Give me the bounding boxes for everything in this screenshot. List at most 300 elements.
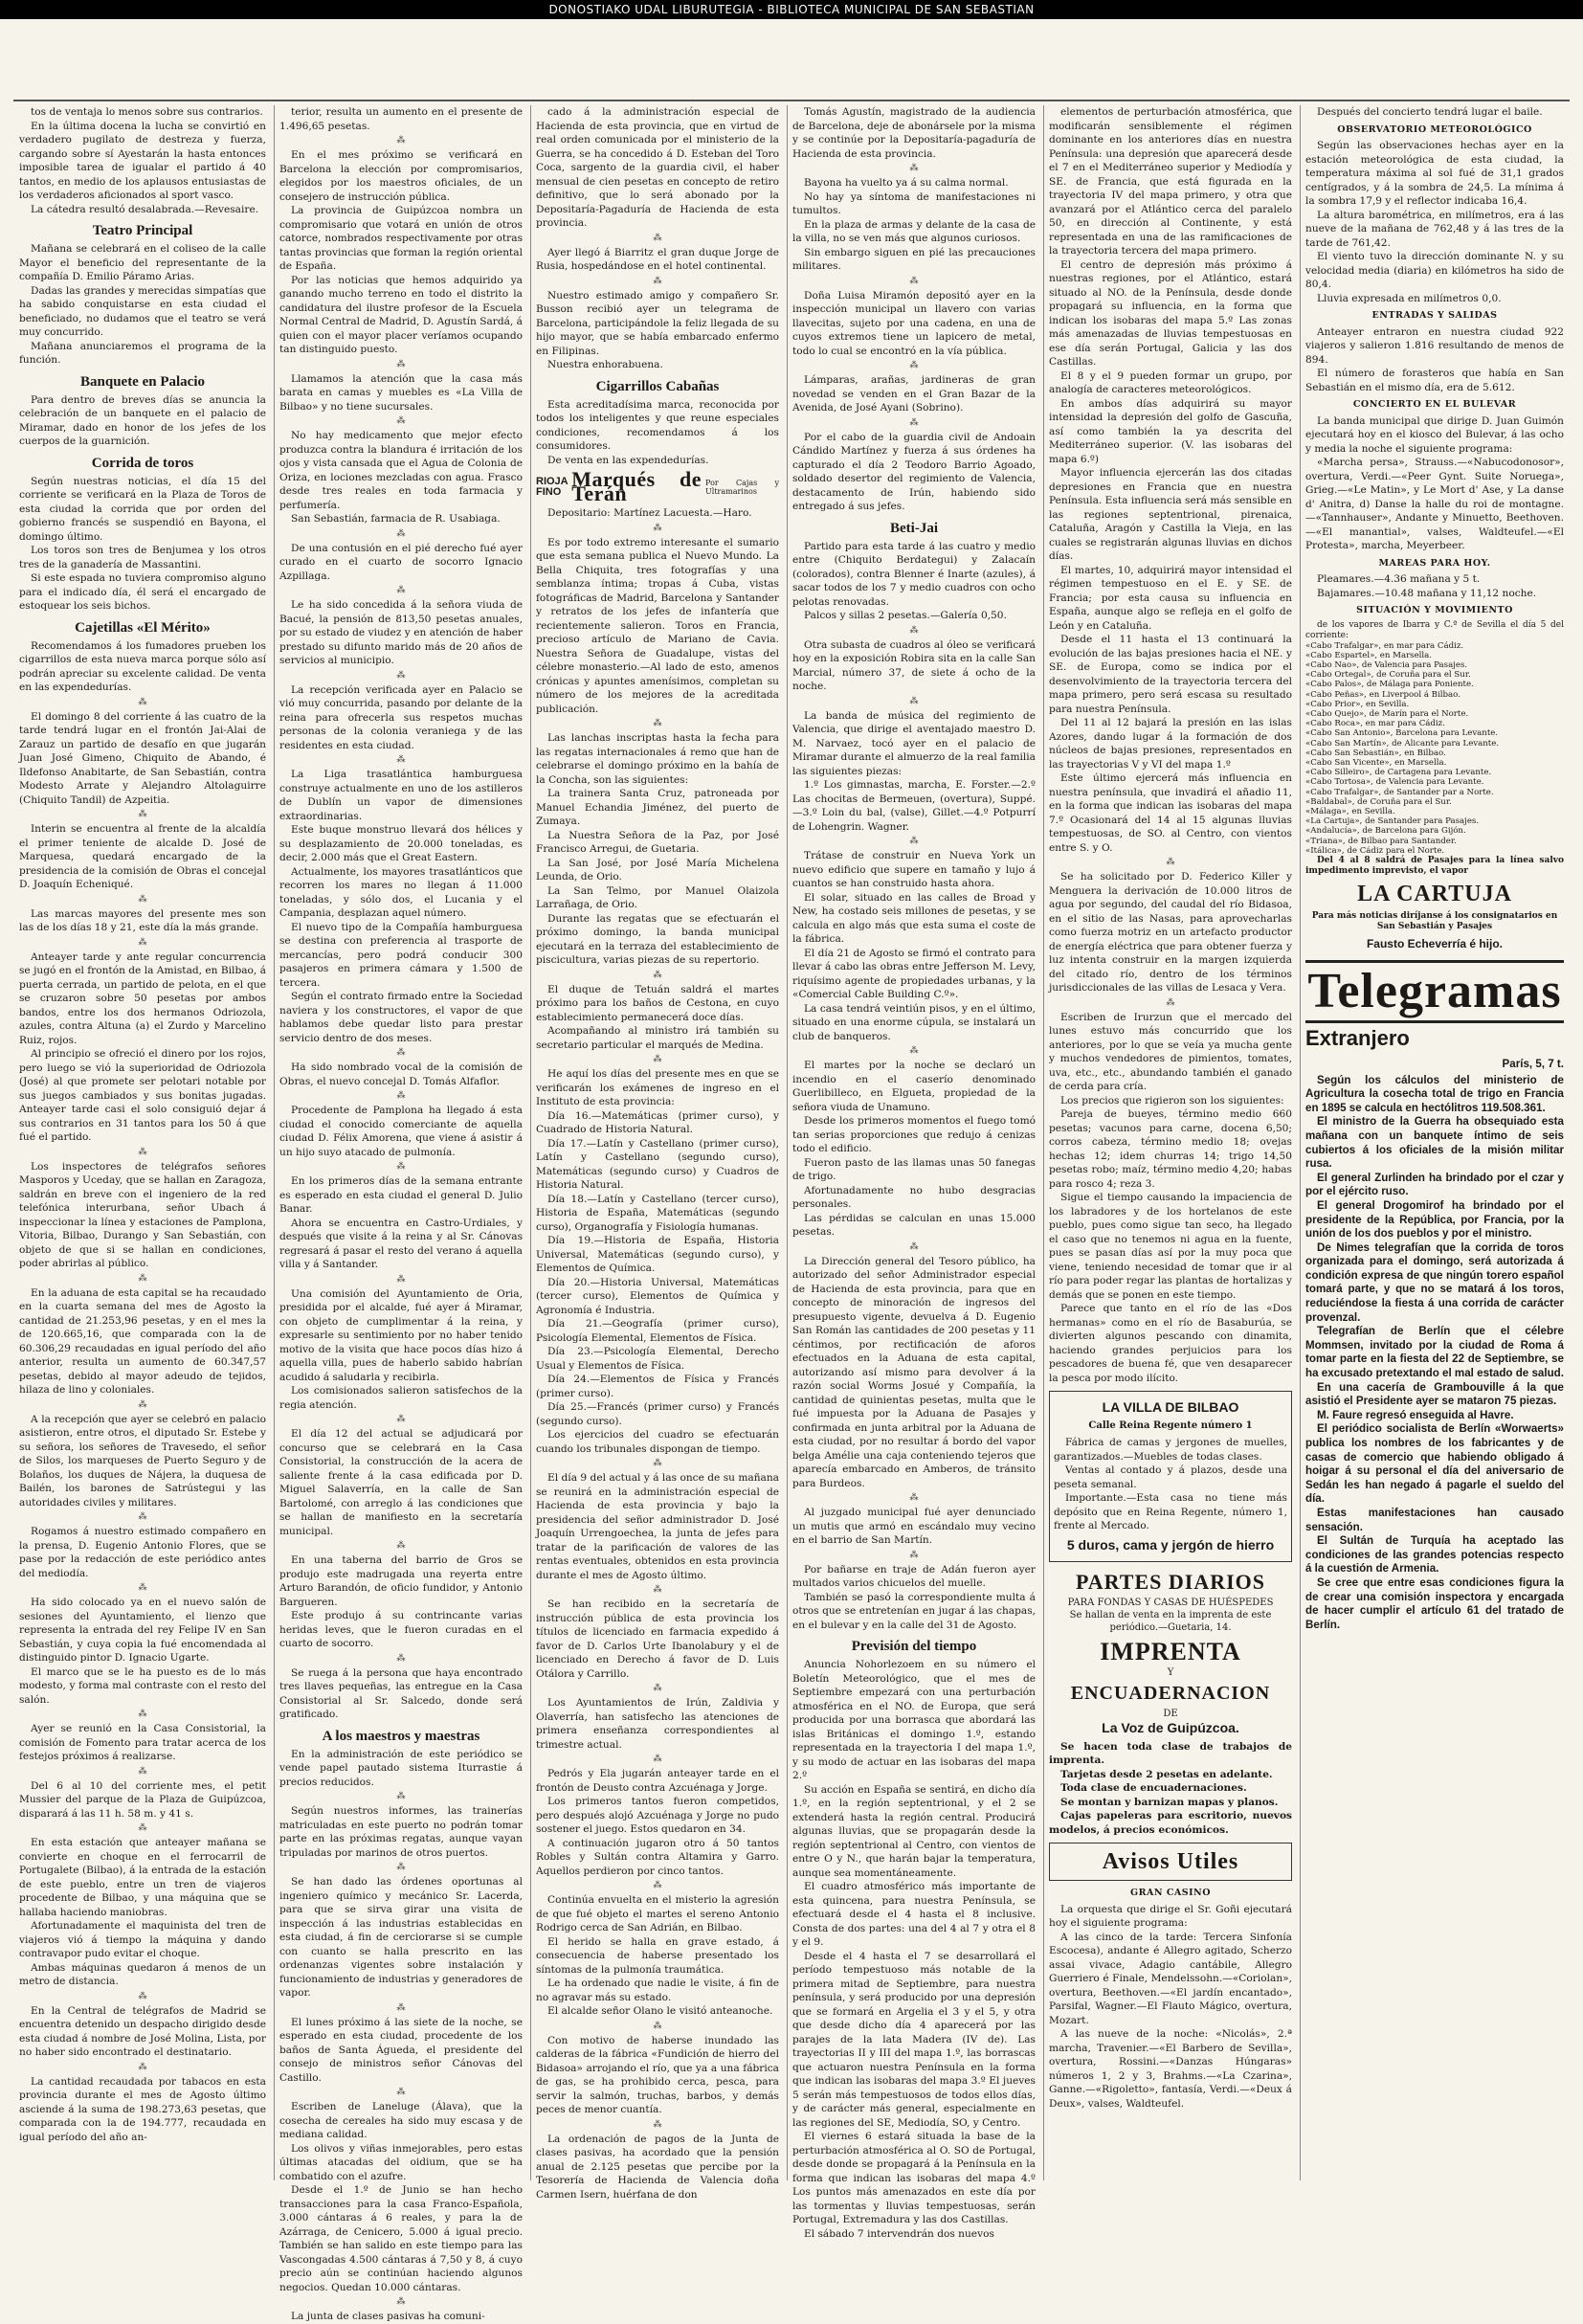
paragraph: Cajas papeleras para escritorio, nuevos modelos, á precios económicos. — [1049, 1810, 1292, 1836]
ornament-separator — [792, 277, 1036, 286]
ornament-separator — [279, 671, 523, 681]
ornament-separator — [792, 1551, 1036, 1560]
paragraph: El sábado 7 intervendrán dos nuevos — [804, 2227, 994, 2240]
section-heading-maestros: A los maestros y maestras — [322, 1728, 480, 1744]
paragraph: Pedrós y Ela jugarán anteayer tarde en el frontón de Deusto contra Azcuénaga y Jorge. — [536, 1768, 779, 1794]
list-item: «Cabo Ortegal», de Coruña para el Sur. — [1305, 670, 1471, 681]
paragraph: El martes por la noche se declaró un incendio en el caserío denominado Guerlibilleco, en Elgueta, propiedad de la señora viuda de Unamuno. — [792, 1060, 1036, 1113]
paragraph: Al principio se ofreció el dinero por los rojos, pero luego se vió la superioridad de Odriozola (José) al que promete ser pelotari notable por sus juegos cambiados y sus bonitas jugadas. Anteayer tarde casi el solo consiguió dejar á sus contrarios en 31 tantos para los 50 á que fué el partido. — [19, 1048, 266, 1143]
paragraph: La altura barométrica, en milímetros, era á las nueve de la mañana de 762,48 y á las tres de la tarde de 761,42. — [1305, 209, 1564, 249]
paragraph: Según nuestros informes, las trainerías matriculadas en este puerto no podrán tomar parte en las próximas regatas, aunque vayan tripuladas por marinos de otros puertos. — [279, 1805, 523, 1859]
ornament-separator — [792, 837, 1036, 846]
ornament-separator — [536, 1585, 779, 1595]
ornament-separator — [536, 971, 779, 980]
section-heading-observatorio: OBSERVATORIO METEOROLÓGICO — [1337, 123, 1532, 135]
ornament-separator — [536, 277, 779, 286]
paragraph: Con motivo de haberse inundado las calderas de la fábrica «Fundición de hierro del Bidasoa» arrojando el río, que ya a una fábrica de gas, se ha prohibido cerca, pesca, para servir la salmón, truchas, barbos, y demás peces de menor cuantía. — [536, 2034, 779, 2115]
paragraph: Partido para esta tarde á las cuatro y medio entre (Chiquito Berdategui) y Zalacaín (colorados), contra Blenner é Inarte (azules), á sacar todos de los 7 y medio cuadros con ocho pelotas renovadas. — [792, 540, 1036, 608]
ornament-separator — [19, 1512, 266, 1522]
ornament-separator — [792, 361, 1036, 370]
paragraph: Esta acreditadísima marca, reconocida por todos los inteligentes y que reune especiales condiciones, recomendamos á los consumidores. — [536, 398, 779, 452]
paragraph: En la plaza de armas y delante de la casa de la villa, no se ven más que algunos curiosos. — [792, 218, 1036, 244]
ornament-separator — [19, 810, 266, 819]
ornament-separator — [279, 1091, 523, 1101]
paragraph: Este último ejercerá más influencia en nuestra península, que invadirá el añadio 11, en la forma que indican las isobaras del mapa 7.º Ocasionará del 14 al 15 algunas lluvias tempestuosas, de SO. al Centro, con vientos entre S. y O. — [1049, 772, 1292, 854]
paragraph: Al juzgado municipal fué ayer denunciado un mutis que armó en escándalo muy vecino en el barrio de San Martín. — [792, 1507, 1036, 1546]
list-item: «Cabo Tortosa», de Valencia para Levante. — [1305, 777, 1484, 788]
paragraph: La Dirección general del Tesoro público, ha autorizado del señor Administrador especial de Hacienda de esta provincia, para que en concepto de minoración de ingresos del presupuesto vigente, devuelva á D. Eugenio San Román las cantidades de 200 pesetas y 11 céntimos, por rectificación de aforos efectuados en la Aduana de esta capital, autorizando así mismo para devolver á la razón social Worms Josué y Compañía, la cantidad de quinientas pesetas, multa que le fué impuesta por la Aduana de Pasajes y confirmada en junta arbitral por la Aduana de esta ciudad, por no resultar á bordo del vapor belga Amélie una caja conteniendo tejeros que aparecía embarcado en Amberos, de tránsito para Burdeos. — [792, 1255, 1036, 1489]
telegram-item: En una cacería de Grambouville á la que asistió el Presidente ayer se mataron 75 piezas. — [1305, 1380, 1564, 1408]
paragraph: Pleamares.—4.36 mañana y 5 t. — [1317, 573, 1481, 585]
paragraph: Por las noticias que hemos adquirido ya ganando mucho terreno en todo el distrito la candidatura del ilustre profesor de la Escuela Normal Central de Madrid, D. Agustín Sardá, á quien con el mayor placer veríamos ocupando tan distinguido puesto. — [279, 274, 523, 355]
paragraph: Desde los primeros momentos el fuego tomó tan serias proporciones que redujo á cenizas todo el edificio. — [792, 1115, 1036, 1154]
list-item: «Cabo San Martín», de Alicante para Levante. — [1305, 738, 1500, 749]
paragraph: La orquesta que dirige el Sr. Goñi ejecutará hoy el siguiente programa: — [1049, 1903, 1292, 1929]
telegram-item: Estas manifestaciones han causado sensación. — [1305, 1506, 1564, 1533]
column-6 — [1305, 105, 1564, 2180]
ornament-separator — [792, 164, 1036, 173]
paragraph: Las marcas mayores del presente mes son las de los días 18 y 21, este día la más grande. — [19, 907, 266, 933]
paragraph: El centro de depresión más próximo á nuestras regiones, por el Atlántico, estará situado al NO. de la Península, desde donde propagará su influencia, en la forma que indican los isobaras del mapa 5.º Las zonas más amenazadas de lluvias tempestuosas en ese día serán Portugal, Galicia y las dos Castillas. — [1049, 258, 1292, 368]
telegram-item: El general Drogomirof ha brindado por el presidente de la República, por Francia, por la unión de los dos pueblos y por el ministro. — [1305, 1198, 1564, 1240]
paragraph: El herido se halla en grave estado, á consecuencia de haberse presentado los síntomas de la pulmonía traumática. — [536, 1935, 779, 1976]
ornament-separator — [279, 529, 523, 539]
ornament-separator — [536, 234, 779, 243]
paragraph: Los olivos y viñas inmejorables, pero estas últimas atacadas del oidium, que se ha combatido con el azufre. — [279, 2142, 523, 2182]
paragraph: Se montan y barnizan mapas y planos. — [1060, 1796, 1279, 1808]
paragraph: La cátedra resultó desalabrada.—Revesaire. — [31, 203, 259, 215]
paragraph: El viernes 6 estará situada la base de la perturbación atmosférica al O. SO de Portugal, desde donde se propagará á la Península en la forma que indican las isobaras del mapa 4.º Los puntos más amenazados en este día por las tormentas y lluvias tempestuosas, serán Portugal, Extremadura y las dos Castillas. — [792, 2131, 1036, 2225]
paragraph: El marco que se le ha puesto es de lo más modesto, y forma mal contraste con el resto del salón. — [19, 1665, 266, 1706]
paragraph: A las nueve de la noche: «Nicolás», 2.ª marcha, Travenier.—«El Barbero de Sevilla», overtura, Rossini.—«Danzas Húngaras» números 1, 2 y 3, Brahms.—«La Czarina», Ganne.—«Rigoletto», fantasía, Verdi.—«Deux á Deux», valses, Waldteufel. — [1049, 2028, 1292, 2110]
ad-rioja-label: RIOJA FINO — [536, 475, 569, 498]
column-1 — [19, 105, 266, 2180]
ornament-separator — [1049, 998, 1292, 1008]
column-divider — [1043, 105, 1044, 2180]
paragraph: Durante las regatas que se efectuarán el próximo domingo, la banda municipal ejecutará en la terraza del establecimiento de piscicultura, varias piezas de su repertorio. — [536, 912, 779, 966]
paragraph: «Marcha persa», Strauss.—«Nabucodonosor», overtura, Verdi.—«Peer Gynt. Suite Noruega», Grieg.—«Le Matin», y Le Mort d' Ase, y La danse d' Anitra, d) Danse la halle du roi de montagne.—«Tannhauser», Andante y Minuetto, Beethoven.—«El manantial», valses, Waldteufel.—«El Protesta», marcha, Meyerbeer. — [1305, 457, 1564, 551]
telegram-dateline: París, 5, 7 t. — [1502, 1057, 1564, 1070]
telegram-item: El general Zurlinden ha brindado por el czar y por el ejército ruso. — [1305, 1171, 1564, 1198]
ornament-separator — [279, 1275, 523, 1285]
paragraph: Toda clase de encuadernaciones. — [1060, 1782, 1247, 1794]
column-divider — [1300, 105, 1301, 2180]
ornament-separator — [279, 2003, 523, 2013]
paragraph: Los comisionados salieron satisfechos de la regia atención. — [279, 1385, 523, 1411]
section-heading-cajetillas: Cajetillas «El Mérito» — [75, 619, 211, 636]
paragraph: Es por todo extremo interesante el sumario que esta semana publica el Nuevo Mundo. La Bella Chiquita, tres fotografías y una semblanza íntima; tropas á Cuba, vistas fotográficas de Madrid, Barcelona y Santander y retratos de los jefes de infantería que recientemente salieron. Toros en Francia, precioso artículo de Mariano de Cavia. Nuestra Señora de Guadalupe, vistas del célebre monasterio.—Al lado de esto, amenos crónicas y apuntes amenísimos, completan su número de los mejores de la acreditada publicación. — [536, 536, 779, 715]
paragraph: De venta en las expendedurías. — [547, 454, 709, 466]
paragraph: Lluvia expresada en milímetros 0,0. — [1317, 292, 1502, 304]
list-item: «Cabo San Vicente», en Marsella. — [1305, 757, 1447, 768]
paragraph: Después del concierto tendrá lugar el baile. — [1317, 106, 1543, 118]
vapores-list — [1305, 641, 1564, 856]
paragraph: La recepción verificada ayer en Palacio se vió muy concurrida, pasando por delante de la reina para ofrecerla sus respetos muchas personas de la colonia veraniega y de las residentes en esta ciudad. — [279, 683, 523, 751]
paragraph: Nuestro estimado amigo y compañero Sr. Busson recibió ayer un telegrama de Barcelona, participándole la feliz llegada de su hijo mayor, que se había embarcado enfermo en Filipinas. — [536, 289, 779, 357]
paragraph: El duque de Tetuán saldrá el martes próximo para los baños de Cestona, en cuyo establecimiento permanecerá doce días. — [536, 983, 779, 1023]
ornament-separator — [19, 1992, 266, 2001]
paragraph: Según el contrato firmado entre la Sociedad naviera y los constructores, el vapor de que hablamos debe quedar listo para prestar servicio dentro de dos meses. — [279, 991, 523, 1044]
column-3 — [536, 105, 779, 2201]
paragraph: Este buque monstruo llevará dos hélices y su desplazamiento de 20.000 toneladas, es decir, 2.000 más que el Great Eastern. — [279, 824, 523, 863]
paragraph: La provincia de Guipúzcoa nombra un compromisario que votará en unión de otros catorce, nombrados respectivamente por otras tantas provincias que forman la región oriental de España. — [279, 205, 523, 272]
paragraph: Ayer llegó á Biarritz el gran duque Jorge de Rusia, hospedándose en el hotel continental. — [536, 246, 779, 272]
section-heading-mareas: MAREAS PARA HOY. — [1378, 557, 1491, 569]
paragraph: Rogamos á nuestro estimado compañero en la prensa, D. Eugenio Antonio Flores, que se pase por la redacción de este periódico antes del mediodía. — [19, 1526, 266, 1579]
ornament-separator — [536, 1055, 779, 1064]
section-heading-prevision: Previsión del tiempo — [851, 1639, 977, 1654]
paragraph: Palcos y sillas 2 pesetas.—Galería 0,50. — [804, 610, 1007, 621]
paragraph: Mayor influencia ejercerán las dos citadas depresiones en Francia que en nuestra Península. Esta influencia será más sensible en las regiones septentrional, pirenaica, Cataluña, Aragón y Castilla la Vieja, en las cuales se registrarán algunas lluvias en dichos días. — [1049, 467, 1292, 562]
ad-villa-bilbao — [1049, 1391, 1292, 1562]
paragraph: El martes, 10, adquirirá mayor intensidad el régimen tempestuoso en el E. y SE. de Francia; por esta causa su influencia en España, aunque algo se refleja en el golfo de León y en Cataluña. — [1049, 564, 1292, 632]
ornament-separator — [536, 1684, 779, 1693]
paragraph: No hay ya síntoma de manifestaciones ni tumultos. — [792, 190, 1036, 216]
ornament-separator — [279, 586, 523, 595]
rioja-wine-ad — [536, 467, 779, 505]
paragraph: Bajamares.—10.48 mañana y 11,12 noche. — [1317, 587, 1537, 599]
paragraph: Parece que tanto en el río de las «Dos hermanas» como en el río de Basaburúa, se divierten algunos pescando con dinamita, haciendo grandes perjuicios para los pescadores de buena fé, que ven desaparecer la pesca por modo ilícito. — [1049, 1303, 1292, 1384]
ornament-separator — [792, 418, 1036, 428]
paragraph: Los ejercicios del cuadro se efectuarán cuando los tribunales dispongan de tiempo. — [536, 1429, 779, 1455]
paragraph: Día 19.—Historia de España, Historia Universal, Matemáticas (segundo curso), y Elementos de Química. — [536, 1235, 779, 1274]
paragraph: Por bañarse en traje de Adán fueron ayer multados varios chicuelos del muelle. — [792, 1563, 1036, 1589]
paragraph: También se pasó la correspondiente multa á otros que se entretenían en jugar á las chapas, en el bulevar y en la calle del 31 de Agosto. — [792, 1591, 1036, 1631]
paragraph: El alcalde señor Olano le visitó anteanoche. — [547, 2005, 773, 2017]
column-divider — [530, 105, 531, 2180]
paragraph: Trátase de construir en Nueva York un nuevo edificio que supere en tamaño y lujo á cuantos se han construido hasta ahora. — [792, 850, 1036, 889]
column-5 — [1049, 105, 1292, 2180]
ad-imprenta-title: IMPRENTA — [1100, 1637, 1241, 1665]
paragraph: En los primeros días de la semana entrante es esperado en esta ciudad el general D. Julio Banar. — [279, 1175, 523, 1215]
paragraph: En el mes próximo se verificará en Barcelona la elección por compromisarios, elegidos por los maestros oficiales, de un consejero de instrucción pública. — [279, 149, 523, 203]
paragraph: Depositario: Martínez Lacuesta.—Haro. — [547, 507, 752, 519]
section-heading-entradas: ENTRADAS Y SALIDAS — [1371, 310, 1498, 321]
list-item: «Cabo Trafalgar», en mar para Cádiz. — [1305, 640, 1464, 651]
ornament-separator — [536, 1754, 779, 1764]
paragraph: No hay medicamento que mejor efecto produzca contra la blandura é irritación de los ojos y vista cansada que el Agua de Colonia de Oriza, en lociones mezcladas con agua. Frasco desde tres reales en toda farmacia y perfumería. — [279, 430, 523, 511]
paragraph: El lunes próximo á las siete de la noche, se esperado en esta ciudad, procedente de los baños de Santa Águeda, el presidente del consejo de ministros señor Cánovas del Castillo. — [279, 2016, 523, 2084]
ad-la-cartuja-title: LA CARTUJA — [1357, 881, 1512, 906]
telegram-item: De Nimes telegrafían que la corrida de toros organizada para el domingo, será autorizada á condición expresa de que ningún torero español tomará parte, y que no se matará á los toros, reduciéndose la fiesta á una corrida de carácter provenzal. — [1305, 1240, 1564, 1324]
ornament-separator — [279, 1415, 523, 1424]
list-item: «Cabo Roca», en mar para Cádiz. — [1305, 719, 1445, 729]
ad-imprenta-de: DE — [1163, 1708, 1178, 1719]
paragraph: El día 9 del actual y á las once de su mañana se reunirá en la administración especial de Hacienda de esta provincia y bajo la presidencia del señor administrador D. José Joaquín Urrengoechea, la junta de jefes para tratar de la parificación de valores de las rentas eventuales, obtenidos en esta provincia durante el mes de Agosto último. — [536, 1472, 779, 1581]
paragraph: Día 23.—Psicología Elemental, Derecho Usual y Elementos de Física. — [536, 1346, 779, 1372]
ornament-separator — [536, 1459, 779, 1468]
paragraph: Desde el 11 hasta el 13 continuará la evolución de las bajas presiones hacia el NE. y SE. de Europa, como se indica por el desenvolvimiento de la trayectoria tercera del mapa primero, pero será escasa su resultado para nuestra Península. — [1049, 634, 1292, 715]
ornament-separator — [792, 626, 1036, 636]
ornament-separator — [279, 416, 523, 426]
paragraph: Le ha sido concedida á la señora viuda de Bacué, la pensión de 813,50 pesetas anuales, por su estado de viudez y en atención de haber prestado su difunto marido más de 20 años de servicios al municipio. — [279, 599, 523, 666]
paragraph: A continuación jugaron otro á 50 tantos Robles y Sultán contra Altamira y Garro. Aquellos perdieron por cinco tantos. — [536, 1837, 779, 1877]
ornament-separator — [19, 1767, 266, 1777]
ornament-separator — [1049, 858, 1292, 867]
ornament-separator — [279, 2088, 523, 2097]
paragraph: La cantidad recaudada por tabacos en esta provincia durante el mes de Agosto último asciende á la suma de 198.273,63 pesetas, que comparada con la de 194.777, recaudada en igual período del año an- — [19, 2075, 266, 2143]
paragraph: El día 21 de Agosto se firmó el contrato para llevar á cabo las obras entre Jefferson M. Levy, riquísimo agente de propiedades urbanas, y la «Comercial Cable Building C.º». — [792, 947, 1036, 1000]
list-item: «Triana», de Bilbao para Santander. — [1305, 836, 1457, 846]
ornament-separator — [19, 1823, 266, 1833]
ad-villa-title: LA VILLA DE BILBAO — [1102, 1399, 1239, 1415]
list-item: «Cabo Silleiro», de Cartagena para Levante. — [1305, 768, 1492, 778]
paragraph: Importante.—Esta casa no tiene más depósito que en Reina Regente, número 1, frente al Mercado. — [1054, 1492, 1287, 1531]
list-item: «Andalucía», de Barcelona para Gijón. — [1305, 826, 1466, 837]
paragraph: Día 17.—Latín y Castellano (primer curso), Latín y Castellano (segundo curso), Matemáticas (segundo curso) y Cuadros de Historia Natural. — [536, 1137, 779, 1191]
paragraph: Nuestra enhorabuena. — [547, 359, 663, 370]
paragraph: Si este espada no tuviera compromiso alguno para el indicado día, él será el encargado de estoquear los seis bichos. — [19, 572, 266, 612]
paragraph: tos de ventaja lo menos sobre sus contrarios. — [31, 106, 263, 118]
paragraph: Actualmente, los mayores trasatlánticos que recorren los mares no llegan á 11.000 toneladas, y sólo dos, el Lucania y el Campania, desplazan aquel número. — [279, 865, 523, 919]
paragraph: Día 16.—Matemáticas (primer curso), y Cuadrado de Historia Natural. — [536, 1109, 779, 1135]
paragraph: El número de forasteros que había en San Sebastián en el mismo día, era de 5.612. — [1305, 368, 1564, 393]
paragraph: He aquí los días del presente mes en que se verificarán los exámenes de ingreso en el Instituto de esta provincia: — [536, 1068, 779, 1107]
paragraph: Este produjo á su contrincante varias heridas leves, que le fueron curadas en el cuarto de socorro. — [279, 1610, 523, 1649]
ornament-separator — [19, 1583, 266, 1593]
paragraph: elementos de perturbación atmosférica, que modificarán sensiblemente el régimen dominante en los anteriores días en nuestra Península: una depresión que aparecerá desde el 7 en el Mediterráneo superior y Mediodía y SE. de Francia, que está figurada en la trayectoria IV del mapa primero, y otra que avanzará por el Atlántico cerca del paralelo 50, en dirección al Continente, y está representada en una de las ramificaciones de la trayectoria tercera del mapa primero. — [1049, 106, 1292, 257]
list-item: «Baldabal», de Coruña para el Sur. — [1305, 796, 1452, 807]
extranjero-subheading: Extranjero — [1305, 1025, 1410, 1050]
library-header: DONOSTIAKO UDAL LIBURUTEGIA - BIBLIOTECA MUNICIPAL DE SAN SEBASTIAN — [0, 0, 1583, 19]
ad-partes-title: PARTES DIARIOS — [1075, 1569, 1266, 1594]
paragraph: Escriben de Laneluge (Álava), que la cosecha de cereales ha sido muy escasa y de mediana calidad. — [279, 2101, 523, 2140]
paragraph: La San Telmo, por Manuel Olaizola Larrañaga, de Orio. — [536, 884, 779, 910]
top-rule — [13, 100, 1570, 101]
ad-villa-offer: 5 duros, cama y jergón de hierro — [1066, 1536, 1275, 1553]
ornament-separator — [19, 895, 266, 905]
ornament-separator — [792, 1493, 1036, 1503]
ornament-separator — [19, 1709, 266, 1719]
ornament-separator — [19, 1400, 266, 1410]
paragraph: Del 4 al 8 saldrá de Pasajes para la línea salvo impedimento imprevisto, el vapor — [1305, 855, 1564, 876]
paragraph: Continúa envuelta en el misterio la agresión de que fué objeto el martes el sereno Antonio Rodrigo cerca de San Adrián, en Bilbao. — [536, 1894, 779, 1933]
paragraph: Los precios que rigieron son los siguientes: — [1060, 1094, 1284, 1106]
paragraph: En esta estación que anteayer mañana se convierte en choque en el ferrocarril de Portugalete (Bilbao), á la entrada de la estación de este pueblo, entre un tren de viajeros procedente de Bilbao, y una máquina que se hallaba haciendo maniobras. — [19, 1837, 266, 1918]
paragraph: En la aduana de esta capital se ha recaudado en la cuarta semana del mes de Agosto la cantidad de 21.253,96 pesetas, y en el mes la de 120.665,16, que comparada con la de 60.306,29 recaudadas en igual período del año anterior, resulta un aumento de 60.347,57 pesetas, debido al mayor adeudo de tejidos, hilaza de lino y coloniales. — [19, 1286, 266, 1396]
paragraph: terior, resulta un aumento en el presente de 1.496,65 pesetas. — [279, 106, 523, 132]
paragraph: Recomendamos á los fumadores prueben los cigarrillos de esta nueva marca porque sólo así podrán apreciar su excelente calidad. De venta en las expendedurías. — [19, 639, 266, 693]
list-item: «La Cartuja», de Santander para Pasajes. — [1305, 816, 1480, 827]
avisos-utiles-heading: Avisos Utiles — [1049, 1843, 1292, 1881]
paragraph: Se han recibido en la secretaría de instrucción pública de esta provincia los títulos de licenciado en farmacia expedido á favor de D. Carlos Urte Ibanolabury y el de licenciado en Derecho á favor de D. Luis Otálora y Carrillo. — [536, 1598, 779, 1680]
paragraph: Las lanchas inscriptas hasta la fecha para las regatas internacionales á remo que han de celebrarse el domingo próximo en la bahía de la Concha, son las siguientes: — [536, 732, 779, 786]
paragraph: Le ha ordenado que nadie le visite, á fin de no agravar más su estado. — [536, 1978, 779, 2003]
paragraph: Ambas máquinas quedaron á menos de un metro de distancia. — [19, 1961, 266, 1987]
telegramas-heading: Telegramas — [1305, 960, 1564, 1023]
paragraph: Doña Luisa Miramón depositó ayer en la inspección municipal un llavero con varias llavecitas, sujeto por una cadena, en una de cuyos extremos tiene un lapicero de metal, todo lo cual se encontró en la vía pública. — [792, 289, 1036, 357]
ad-rioja-brand: Marqués de Terán — [571, 467, 702, 505]
paragraph: El día 12 del actual se adjudicará por concurso que se celebrará en la Casa Consistorial, la construcción de la acera de saliente frente á la casa edificada por D. Miguel Salaverría, en la calle de San Bartolomé, con arreglo á las condiciones que se hallan de manifiesto en la secretaría municipal. — [279, 1428, 523, 1537]
paragraph: La Nuestra Señora de la Paz, por José Francisco Arregui, de Guetaria. — [536, 829, 779, 855]
ornament-separator — [536, 1881, 779, 1890]
paragraph: Lámparas, arañas, jardineras de gran novedad se venden en el Gran Bazar de la Avenida, de José Ayani (Sobrino). — [792, 374, 1036, 413]
paragraph: Tomás Agustín, magistrado de la audiencia de Barcelona, deje de abonársele por la misma y se continúe por la Depositaría-pagaduría de Hacienda de esta provincia. — [792, 106, 1036, 160]
paragraph: Ayer se reunió en la Casa Consistorial, la comisión de Fomento para tratar acerca de los festejos próximos á realizarse. — [19, 1723, 266, 1762]
ad-villa-address: Calle Reina Regente número 1 — [1088, 1420, 1253, 1431]
paragraph: Tarjetas desde 2 pesetas en adelante. — [1060, 1768, 1273, 1780]
list-item: «Málaga», en Sevilla. — [1305, 806, 1395, 816]
telegram-list — [1305, 1058, 1564, 1632]
ornament-separator — [279, 1654, 523, 1664]
paragraph: Bayona ha vuelto ya á su calma normal. — [804, 177, 1009, 189]
paragraph: Fábrica de camas y jergones de muelles, garantizados.—Muebles de todas clases. — [1054, 1437, 1287, 1463]
list-item: «Cabo San Sebastián», en Bilbao. — [1305, 748, 1446, 758]
paragraph: Del 11 al 12 bajará la presión en las islas Azores, dando lugar á la formación de dos núcleos de bajas presiones, representados en las trayectorias V y VI del mapa 1.º — [1049, 717, 1292, 771]
list-item: «Cabo Palos», de Málaga para Poniente. — [1305, 680, 1474, 690]
telegram-item: Telegrafían de Berlín que el célebre Mommsen, invitado por la ciudad de Roma á tomar parte en la fiesta del 22 de Septiembre, se ha excusado pretextando el mal estado de salud. — [1305, 1325, 1564, 1380]
telegram-item: El Sultán de Turquía ha aceptado las condiciones de las grandes potencias respecto á la cuestión de Armenia. — [1305, 1534, 1564, 1575]
section-heading-banquete: Banquete en Palacio — [80, 373, 205, 390]
paragraph: 1.º Los gimnastas, marcha, E. Forster.—2.º Las chocitas de Bermeuen, (overtura), Suppé.—3.º Loin du bal, (valse), Gillet.—4.º Potpurrí de Lohengrin. Wagner. — [792, 779, 1036, 833]
paragraph: de los vapores de Ibarra y C.ª de Sevilla el día 5 del corriente: — [1305, 619, 1564, 640]
paragraph: Desde el 4 hasta el 7 se desarrollará el período tempestuoso más notable de la primera mitad de Septiembre, para nuestra península, y será producido por una depresión que se formará en Argelia el 3 y el 5, y otra que desde dicho día 4 aparecerá por las parajes de la lata Madera (IV de). Las trayectorias II y III del mapa 1.º, las borrascas que actuaron nuestra Península en la forma que indican las isobaras del mapa 3.º El jueves 5 serán más tempestuosos de todos ellos días, y de carácter más general, especialmente en las regiones del SE, Mediodía, SO, y Centro. — [792, 1950, 1036, 2129]
paragraph: Ventas al contado y á plazos, desde una peseta semanal. — [1054, 1464, 1287, 1490]
paragraph: Los primeros tantos fueron competidos, pero después alojó Azcuénaga y Jorge no pudo sostener el juego. Estos quedaron en 34. — [536, 1796, 779, 1835]
paragraph: Se ruega á la persona que haya encontrado tres llaves pequeñas, las entregue en la Casa Consistorial al Sr. Salcedo, donde será gratificado. — [279, 1666, 523, 1720]
paragraph: Ahora se encuentra en Castro-Urdiales, y después que visite á la reina y al Sr. Cánovas regresará á pasar el resto del verano á aquella villa y á Santander. — [279, 1217, 523, 1270]
section-heading-situacion: SITUACIÓN Y MOVIMIENTO — [1356, 605, 1513, 615]
list-item: «Cabo Nao», de Valencia para Pasajes. — [1305, 659, 1468, 670]
ornament-separator — [19, 2063, 266, 2072]
ornament-separator — [19, 698, 266, 707]
paragraph: Día 20.—Historia Universal, Matemáticas (tercer curso), Elementos de Química y Agronomía é Industria. — [536, 1276, 779, 1316]
paragraph: El domingo 8 del corriente á las cuatro de la tarde tendrá lugar en el frontón Jai-Alai de Zarauz un partido de desafío en que jugarán Juan José Gimeno, Chiquito de Abando, é Ildefonso Anabitarte, de San Sebastián, contra Modesto Arrate y Alejandro Altolaguirre (Chiquito Tandil) de Azpeitia. — [19, 710, 266, 806]
column-divider — [274, 105, 275, 2180]
paragraph: Afortunadamente el maquinista del tren de viajeros vió á tiempo la máquina y dando contravapor pudo evitar el choque. — [19, 1920, 266, 1959]
paragraph: Se han dado las órdenes oportunas al ingeniero químico y mecánico Sr. Lacerda, para que se sirva girar una visita de inspección á las industrias establecidas en esta ciudad, á fin de cerciorarse si se cumple con cuanto se halla prescrito en las ordenanzas vigentes sobre instalación y funcionamiento de industrias y generadores de vapor. — [279, 1876, 523, 1999]
paragraph: A la recepción que ayer se celebró en palacio asistieron, entre otros, el diputado Sr. Estebe y su señora, los señores de Travesedo, el señor de Silos, los marqueses de Puerto Seguro y de Bolaños, los duques de Nájera, la duquesa de Bailén, los barones de Satrústegui y las autoridades civiles y militares. — [19, 1413, 266, 1508]
ornament-separator — [536, 719, 779, 728]
paragraph: Procedente de Pamplona ha llegado á esta ciudad el conocido comerciante de aquella ciudad D. Félix Amorena, que viene á asistir á un hijo suyo atacado de pulmonía. — [279, 1105, 523, 1158]
paragraph: cado á la administración especial de Hacienda de esta provincia, que en virtud de real orden comunicada por el ministerio de la Guerra, se ha concedido á D. Esteban del Toro Coca, sargento de la guardia civil, el haber mensual de cien pesetas en concepto de retiro definitivo, que lo será abonado por la Depositaría-Pagaduría de Hacienda de esta provincia. — [536, 106, 779, 229]
paragraph: Una comisión del Ayuntamiento de Oria, presidida por el alcalde, fué ayer á Miramar, con objeto de cumplimentar á la reina, y expresarle su sentimiento por no haber tenido motivo de la visita que hace pocos días hizo á aquella villa, pues de haberlo sabido habrían acudido á saludarla y recibirla. — [279, 1287, 523, 1383]
paragraph: Ha sido nombrado vocal de la comisión de Obras, el nuevo concejal D. Tomás Alfaflor. — [279, 1061, 523, 1087]
telegram-item: Se cree que entre esas condiciones figura la de crear una comisión inspectora y encargada de hacer cumplir el artículo 61 del tratado de Berlín. — [1305, 1575, 1564, 1631]
paragraph: Ha sido colocado ya en el nuevo salón de sesiones del Ayuntamiento, el lienzo que representa la entrada del rey Felipe IV en San Sebastián, y cuya copia la fué encomendada al distinguido pintor D. Ignacio Ugarte. — [19, 1597, 266, 1664]
paragraph: En la última docena la lucha se convirtió en verdadero pugilato de destreza y fuerza, cargando sobre sí Ayestarán la hasta entonces imposible tarea de igualar el partido á 40 tantos, en medio de los aplausos entusiastas de los verdaderos aficionados al sport vasco. — [19, 120, 266, 201]
paragraph: En una taberna del barrio de Gros se produjo este madrugada una reyerta entre Arturo Barandón, de oficio fundidor, y Antonio Bargueren. — [279, 1554, 523, 1608]
paragraph: Desde el 1.º de Junio se han hecho transacciones para la casa Franco-Española, 3.000 cántaras á 6 reales, y para la de Azárraga, de Cenicero, 5.000 á igual precio. También se han salido en este tiempo para las Vascongadas 4.500 cántaras á 7,50 y 8, á cuyo precio aún se continúan haciendo algunos negocios. Quedan 10.000 cántaras. — [279, 2184, 523, 2293]
ad-partes-sub: PARA FONDAS Y CASAS DE HUÉSPEDES — [1067, 1597, 1274, 1608]
section-heading-betijai: Beti-Jai — [890, 520, 938, 536]
list-item: «Cabo Peñas», en Liverpool á Bilbao. — [1305, 689, 1460, 700]
paragraph: El nuevo tipo de la Compañía hamburguesa se destina con preferencia al trasporte de mercancías, pero podrá conducir 300 pasajeros en primera cámara y 1.500 de tercera. — [279, 921, 523, 989]
paragraph: Por el cabo de la guardia civil de Andoain Cándido Martínez y fuerza á sus órdenes ha capturado el día 2 Teodoro Barrio Agoado, soldado desertor del regimiento de Valencia, destacamento de Irún, habiendo sido entregado á sus jefes. — [792, 431, 1036, 512]
paragraph: La banda municipal que dirige D. Juan Guimón ejecutará hoy en el kiosco del Bulevar, á las ocho y media la noche el siguiente programa: — [1305, 414, 1564, 455]
paragraph: Afortunadamente no hubo desgracias personales. — [792, 1184, 1036, 1210]
paragraph: Se ha solicitado por D. Federico Killer y Menguera la derivación de 10.000 litros de agua por segundo, del caudal del río Bidasoa, en el sitio de las Nasas, para aprovecharlas como fuerza motriz en un artefacto productor de energía eléctrica que para obtener fuerza y luz intenta construir en la margen izquierda del citado río, dentro de los términos jurisdiccionales de las villas de Lesaca y Vera. — [1049, 871, 1292, 994]
paragraph: Pareja de bueyes, término medio 660 pesetas; vacunos para carne, docena 6,50; corros cabeza, término medio 18; ovejas hechas 12; idem churras 14; trigo 14,50 pesetas robo; maíz, término medio 4,20; habas para rosco 4; reza 3. — [1049, 1108, 1292, 1190]
paragraph: Del 6 al 10 del corriente mes, el petit Mussier del parque de la Plaza de Guipúzcoa, disparará á las 11 h. 58 m. y 41 s. — [19, 1779, 266, 1820]
paragraph: Las pérdidas se calculan en unas 15.000 pesetas. — [792, 1212, 1036, 1238]
ornament-separator — [536, 2120, 779, 2130]
paragraph: En ambos días adquirirá su mayor intensidad la depresión del golfo de Gascuña, así como también la ya descrita del Mediterráneo superior. (V. las isobaras del mapa 6.º) — [1049, 397, 1292, 465]
ad-partes-diarios — [1049, 1568, 1292, 1634]
column-2 — [279, 105, 523, 2322]
paragraph: Día 21.—Geografía (primer curso), Psicología Elemental, Elementos de Física. — [536, 1318, 779, 1344]
ad-imprenta — [1049, 1638, 1292, 1736]
list-item: «Cabo Prior», en Sevilla. — [1305, 699, 1410, 709]
ornament-separator — [279, 136, 523, 145]
paragraph: La Liga trasatlántica hamburguesa construye actualmente en uno de los astilleros de Dublín un vapor de dimensiones extraordinarias. — [279, 769, 523, 822]
ornament-separator — [536, 524, 779, 533]
column-4 — [792, 105, 1036, 2240]
ornament-separator — [279, 1162, 523, 1172]
paragraph: Anteayer entraron en nuestra ciudad 922 viajeros y salieron 1.816 resultando de menos de 894. — [1305, 325, 1564, 366]
paragraph: La ordenación de pagos de la Junta de clases pasivas, ha acordado que la pensión anual de 2.125 pesetas que percibe por la Tesorería de Hacienda de Valencia doña Carmen Isern, huérfana de don — [536, 2133, 779, 2201]
ornament-separator — [279, 755, 523, 765]
ornament-separator — [19, 938, 266, 948]
paragraph: Día 18.—Latín y Castellano (tercer curso), Historia de España, Matemáticas (segundo curso), Organografía y Fisiología humanas. — [536, 1193, 779, 1233]
ornament-separator — [279, 1048, 523, 1058]
ornament-separator — [792, 1046, 1036, 1056]
paragraph: Los Ayuntamientos de Irún, Zaldivia y Olaverría, han satisfecho las atenciones de primera enseñanza correspondientes al trimestre actual. — [536, 1697, 779, 1751]
ad-encuadernacion-title: ENCUADERNACION — [1070, 1682, 1271, 1704]
paragraph: Mañana anunciaremos el programa de la función. — [19, 340, 266, 366]
ornament-separator — [536, 2022, 779, 2031]
ornament-separator — [792, 697, 1036, 706]
paragraph: Otra subasta de cuadros al óleo se verificará hoy en la exposición Robira sita en la calle San Marcial, número 37, de siete á ocho de la noche. — [792, 638, 1036, 692]
paragraph: Escriben de Irurzun que el mercado del lunes estuvo más concurrido que los anteriores, por lo que se veía ya mucha gente y muchos vendedores de pimientos, tomates, uva, etc., etc., abundando también el ganado de cerda para cría. — [1049, 1011, 1292, 1092]
telegram-item: El periódico socialista de Berlín «Worwaerts» publica los nombres de los fabricantes y de casas de comercio que habiendo obligado á hoigar á su personal el día del aniversario de Sedán les han negado á pagarle el sueldo del día. — [1305, 1422, 1564, 1506]
list-item: «Itálica», de Cádiz para el Norte. — [1305, 845, 1445, 856]
telegram-item: Según los cálculos del ministerio de Agricultura la cosecha total de trigo en Francia en 1895 se calcula en hectólitros 119.508.361. — [1305, 1073, 1564, 1114]
paragraph: Fueron pasto de las llamas unas 50 fanegas de trigo. — [792, 1156, 1036, 1182]
ad-partes-note: Se hallan de venta en la imprenta de este periódico.—Guetaria, 14. — [1069, 1609, 1272, 1633]
ornament-separator — [279, 360, 523, 369]
paragraph: En la administración de este periódico se vende papel pautado sistema Iturrastie á precios reducidos. — [279, 1748, 523, 1788]
ornament-separator — [279, 1541, 523, 1551]
telegram-item: M. Faure regresó enseguida al Havre. — [1317, 1408, 1514, 1421]
ad-la-cartuja-agent: Fausto Echeverría é hijo. — [1366, 936, 1504, 950]
list-item: «Cabo Quejo», de Marín para el Norte. — [1305, 708, 1469, 719]
section-heading-teatro: Teatro Principal — [92, 223, 193, 238]
paragraph: Día 25.—Francés (primer curso) y Francés (segundo curso). — [536, 1401, 779, 1427]
telegram-item: El ministro de la Guerra ha obsequiado esta mañana con un banquete íntimo de seis cubiertos á los oficiales de la misión militar rusa. — [1305, 1115, 1564, 1171]
paragraph: El viento tuvo la dirección dominante N. y su velocidad media (diaria) en kilómetros ha sido de 80,4. — [1305, 251, 1564, 290]
ad-rioja-note: Por Cajas y Ultramarinos — [705, 478, 779, 496]
paragraph: Se hacen toda clase de trabajos de imprenta. — [1049, 1740, 1292, 1766]
ad-la-cartuja-note: Para más noticias diríjanse á los consignatarios en San Sebastián y Pasajes — [1311, 910, 1558, 931]
list-item: «Cabo Espartel», en Marsella. — [1305, 650, 1433, 660]
ornament-separator — [279, 2297, 523, 2307]
section-heading-casino: GRAN CASINO — [1129, 1888, 1212, 1898]
list-item: «Cabo Trafalgar», de Santander par a Norte. — [1305, 787, 1494, 797]
ornament-separator — [279, 1863, 523, 1872]
ad-imprenta-y: Y — [1167, 1666, 1174, 1678]
ornament-separator — [19, 1148, 266, 1157]
paragraph: San Sebastián, farmacia de R. Usabiaga. — [291, 513, 501, 525]
paragraph: Sin embargo siguen en pié las precauciones militares. — [792, 246, 1036, 272]
paragraph: La casa tendrá veintiún pisos, y en el último, situado en una enorme cúpula, se instalará un club de banqueros. — [792, 1002, 1036, 1042]
paragraph: Para dentro de breves días se anuncia la celebración de un banquete en el palacio de Miramar, dado en honor de los jefes de los cuerpos de la guarnición. — [19, 393, 266, 447]
paragraph: La banda de música del regimiento de Valencia, que dirige el aventajado maestro D. M. Narvaez, tocó ayer en el palacio de Miramar durante el almuerzo de la real familia las siguientes piezas: — [792, 709, 1036, 777]
paragraph: El 8 y el 9 pueden formar un grupo, por analogía de caracteres meteorológicos. — [1049, 369, 1292, 395]
paragraph: Los inspectores de telégrafos señores Masporos y Uceday, que se hallan en Zaragoza, saldrán en breve con el ingeniero de la red telefónica interurbana, señor Ubach á inspeccionar la línea y estaciones de Pamplona, Vitoria, Bilbao, Durango y San Sebastián, con objeto de que si se hallan en condiciones, poder abrirlas al público. — [19, 1160, 266, 1269]
paragraph: Mañana se celebrará en el coliseo de la calle Mayor el beneficio del representante de la compañía D. Emilio Páramo Arias. — [19, 243, 266, 282]
paragraph: Sigue el tiempo causando la impaciencia de los labradores y de los hortelanos de este pueblo, pues como sigue tan seco, ha llegado el caso que no tenemos ni agua en la fuente, pues se pasan días así por la muy poca que viene, teniendo necesidad de tomar que ir al río para poder regar las plantas de hortalizas y demás que se ponen en este tiempo. — [1049, 1192, 1292, 1301]
paragraph: Dadas las grandes y merecidas simpatías que ha sabido conquistarse en esta ciudad el beneficiado, no dudamos que el teatro se verá muy concurrido. — [19, 284, 266, 338]
paragraph: El solar, situado en las calles de Broad y New, ha costado seis millones de pesetas, y se calcula en algo más que esta suma el coste de la fábrica. — [792, 891, 1036, 945]
paragraph: Su acción en España se sentirá, en dicho día 1.º, en la región septentrional, y el 2 se extenderá hasta la región central. Producirá algunas lluvias, que se propagarán desde la región septentrional al Centro, con vientos de entre O y N., que harán bajar la temperatura, aunque sea momentáneamente. — [792, 1783, 1036, 1879]
paragraph: El cuadro atmosférico más importante de esta quincena, para nuestra Península, se efectuará desde el 4 hasta el 8 inclusive. Consta de dos partes: una del 4 al 7 y otra el 8 y el 9. — [792, 1881, 1036, 1948]
ornament-separator — [792, 1242, 1036, 1252]
paragraph: En la Central de telégrafos de Madrid se encuentra detenido un despacho dirigido desde esta ciudad á nombre de José Molina, Lista, por no haber sido encontrado el destinatario. — [19, 2004, 266, 2058]
paragraph: Interin se encuentra al frente de la alcaldía el primer teniente de alcalde D. José de Marquesa, quedará encargado de la presidencia de la comisión de Obras el concejal D. Joaquín Echeniqué. — [19, 823, 266, 890]
column-divider — [787, 105, 788, 2180]
paragraph: De una contusión en el pié derecho fué ayer curado en el cuarto de socorro Ignacio Azpillaga. — [279, 542, 523, 582]
